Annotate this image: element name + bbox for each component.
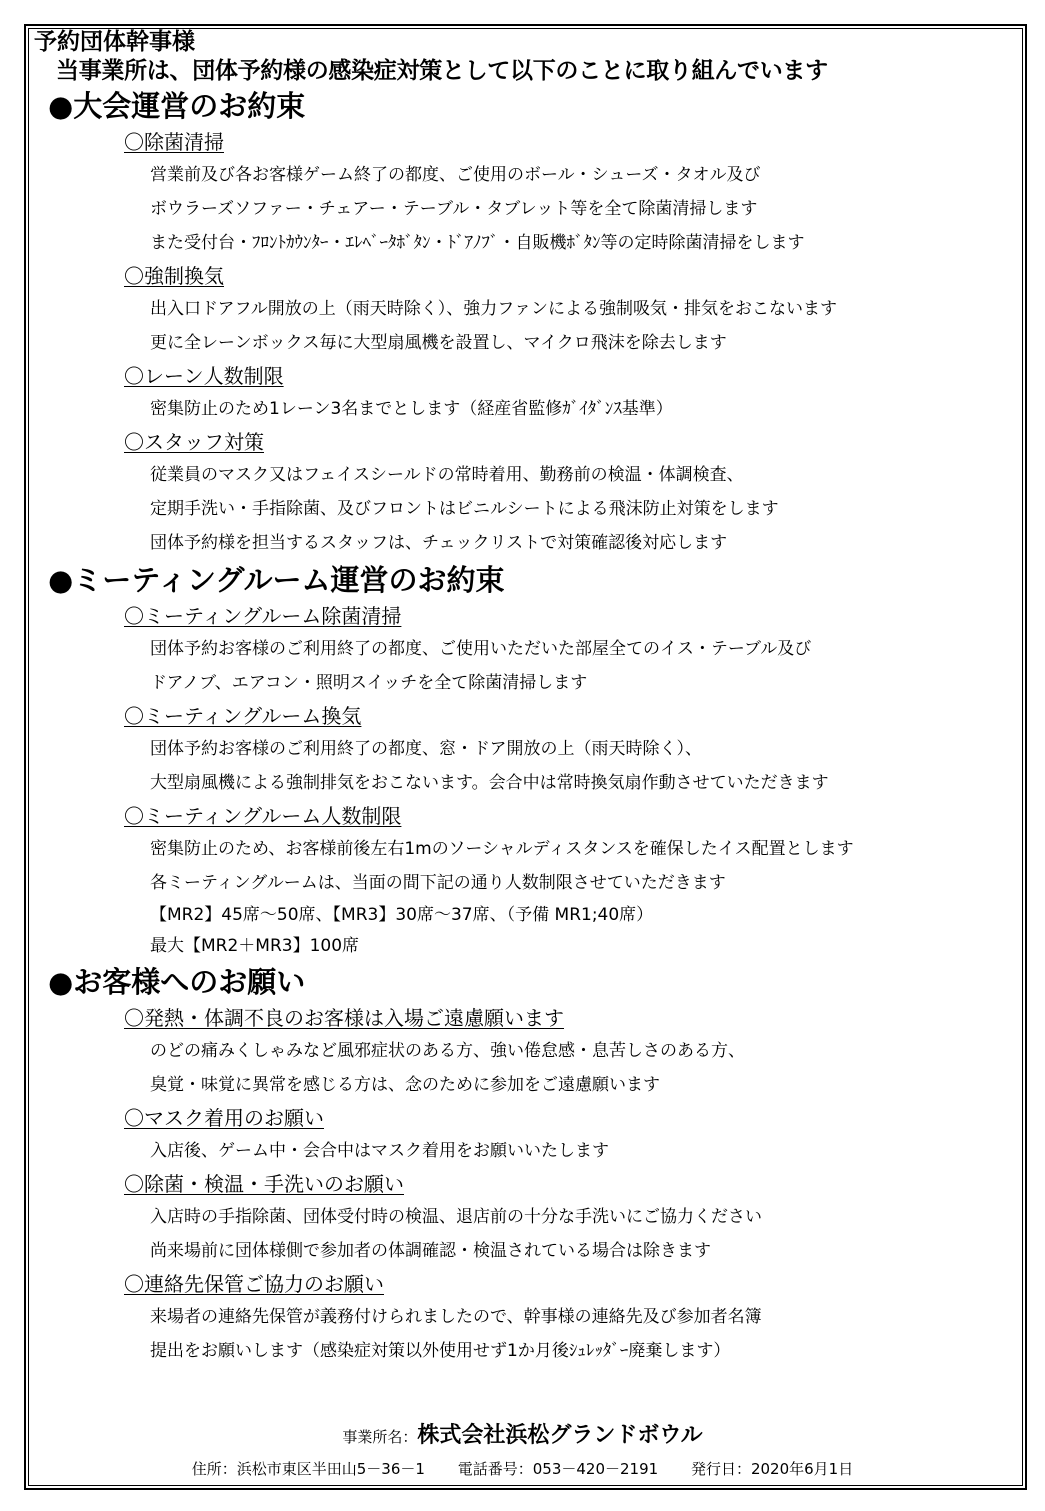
section-tournament (32, 86, 1017, 560)
section-title: ●大会運営のお約束 (48, 89, 306, 123)
company-label: 事業所名： (342, 1428, 418, 1446)
sub-title: 〇ミーティングルーム人数制限 (124, 804, 402, 828)
sub-title: 〇発熱・体調不良のお客様は入場ご遠慮願います (124, 1006, 564, 1030)
section-title: ●ミーティングルーム運営のお約束 (48, 563, 505, 597)
company-name: 株式会社浜松グランドボウル (417, 1422, 703, 1448)
section-meeting-room (32, 560, 1017, 962)
text-line: 団体予約お客様のご利用終了の都度、ご使用いただいた部屋全てのイス・テーブル及び (150, 639, 812, 659)
notice-body (32, 28, 1017, 1368)
footer-contact (0, 1458, 1045, 1479)
text-line: 入店後、ゲーム中・会合中はマスク着用をお願いいたします (150, 1141, 609, 1161)
section-requests (32, 962, 1017, 1368)
text-line: 団体予約様を担当するスタッフは、チェックリストで対策確認後対応します (150, 533, 728, 553)
sub-title: 〇連絡先保管ご協力のお願い (124, 1272, 384, 1296)
sub-title: 〇ミーティングルーム除菌清掃 (124, 604, 402, 628)
text-line: 出入口ドアフル開放の上（雨天時除く）、強力ファンによる強制吸気・排気をおこないます (150, 299, 837, 319)
intro-statement: 当事業所は、団体予約様の感染症対策として以下のことに取り組んでいます (56, 57, 828, 84)
text-line: 来場者の連絡先保管が義務付けられましたので、幹事様の連絡先及び参加者名簿 (150, 1307, 762, 1327)
text-line: 尚来場前に団体様側で参加者の体調確認・検温されている場合は除きます (150, 1241, 711, 1261)
text-line: 密集防止のため1レーン3名までとします（経産省監修ｶﾞｲﾀﾞﾝｽ基準） (150, 399, 673, 419)
text-line: 最大【MR2＋MR3】100席 (150, 936, 360, 956)
text-line: のどの痛みくしゃみなど風邪症状のある方、強い倦怠感・息苦しさのある方、 (150, 1041, 745, 1061)
text-line: 従業員のマスク又はフェイスシールドの常時着用、勤務前の検温・体調検査、 (150, 465, 744, 485)
address: 住所：浜松市東区半田山5－36－1 (191, 1460, 425, 1478)
text-line: 更に全レーンボックス毎に大型扇風機を設置し、マイクロ飛沫を除去します (150, 333, 727, 353)
text-line: 【MR2】45席～50席、【MR3】30席～37席、（予備 MR1;40席） (150, 905, 654, 925)
sub-title: 〇マスク着用のお願い (124, 1106, 324, 1130)
text-line: 定期手洗い・手指除菌、及びフロントはビニルシートによる飛沫防止対策をします (150, 499, 779, 519)
sub-title: 〇スタッフ対策 (124, 430, 264, 454)
phone-number: 電話番号：053－420－2191 (457, 1460, 659, 1478)
sub-title: 〇除菌清掃 (124, 130, 224, 154)
text-line: ドアノブ、エアコン・照明スイッチを全て除菌清掃します (150, 673, 588, 693)
text-line: 各ミーティングルームは、当面の間下記の通り人数制限させていただきます (150, 873, 726, 893)
sub-title: 〇強制換気 (124, 264, 224, 288)
text-line: 営業前及び各お客様ゲーム終了の都度、ご使用のボール・シューズ・タオル及び (150, 165, 761, 185)
sub-title: 〇ミーティングルーム換気 (124, 704, 362, 728)
sub-title: 〇除菌・検温・手洗いのお願い (124, 1172, 404, 1196)
text-line: 団体予約お客様のご利用終了の都度、窓・ドア開放の上（雨天時除く）、 (150, 739, 702, 759)
issue-date: 発行日：2020年6月1日 (690, 1460, 854, 1478)
addressee: 予約団体幹事様 (34, 28, 195, 55)
text-line: 密集防止のため、お客様前後左右1mのソーシャルディスタンスを確保したイス配置とします (150, 839, 854, 859)
section-title: ●お客様へのお願い (48, 965, 306, 999)
text-line: ボウラーズソファー・チェアー・テーブル・タブレット等を全て除菌清掃します (150, 199, 758, 219)
text-line: 提出をお願いします（感染症対策以外使用せず1か月後ｼｭﾚｯﾀﾞｰ廃棄します） (150, 1341, 731, 1361)
footer-company (0, 1418, 1045, 1449)
text-line: 入店時の手指除菌、団体受付時の検温、退店前の十分な手洗いにご協力ください (150, 1207, 762, 1227)
text-line: 大型扇風機による強制排気をおこないます。会合中は常時換気扇作動させていただきます (150, 773, 829, 793)
sub-title: 〇レーン人数制限 (124, 364, 284, 388)
text-line: また受付台・ﾌﾛﾝﾄｶｳﾝﾀｰ・ｴﾚﾍﾞｰﾀﾎﾞﾀﾝ・ﾄﾞｱﾉﾌﾞ・自販機ﾎﾞﾀﾝ等の定時除菌清掃をします (150, 233, 805, 253)
text-line: 臭覚・味覚に異常を感じる方は、念のために参加をご遠慮願います (150, 1075, 660, 1095)
